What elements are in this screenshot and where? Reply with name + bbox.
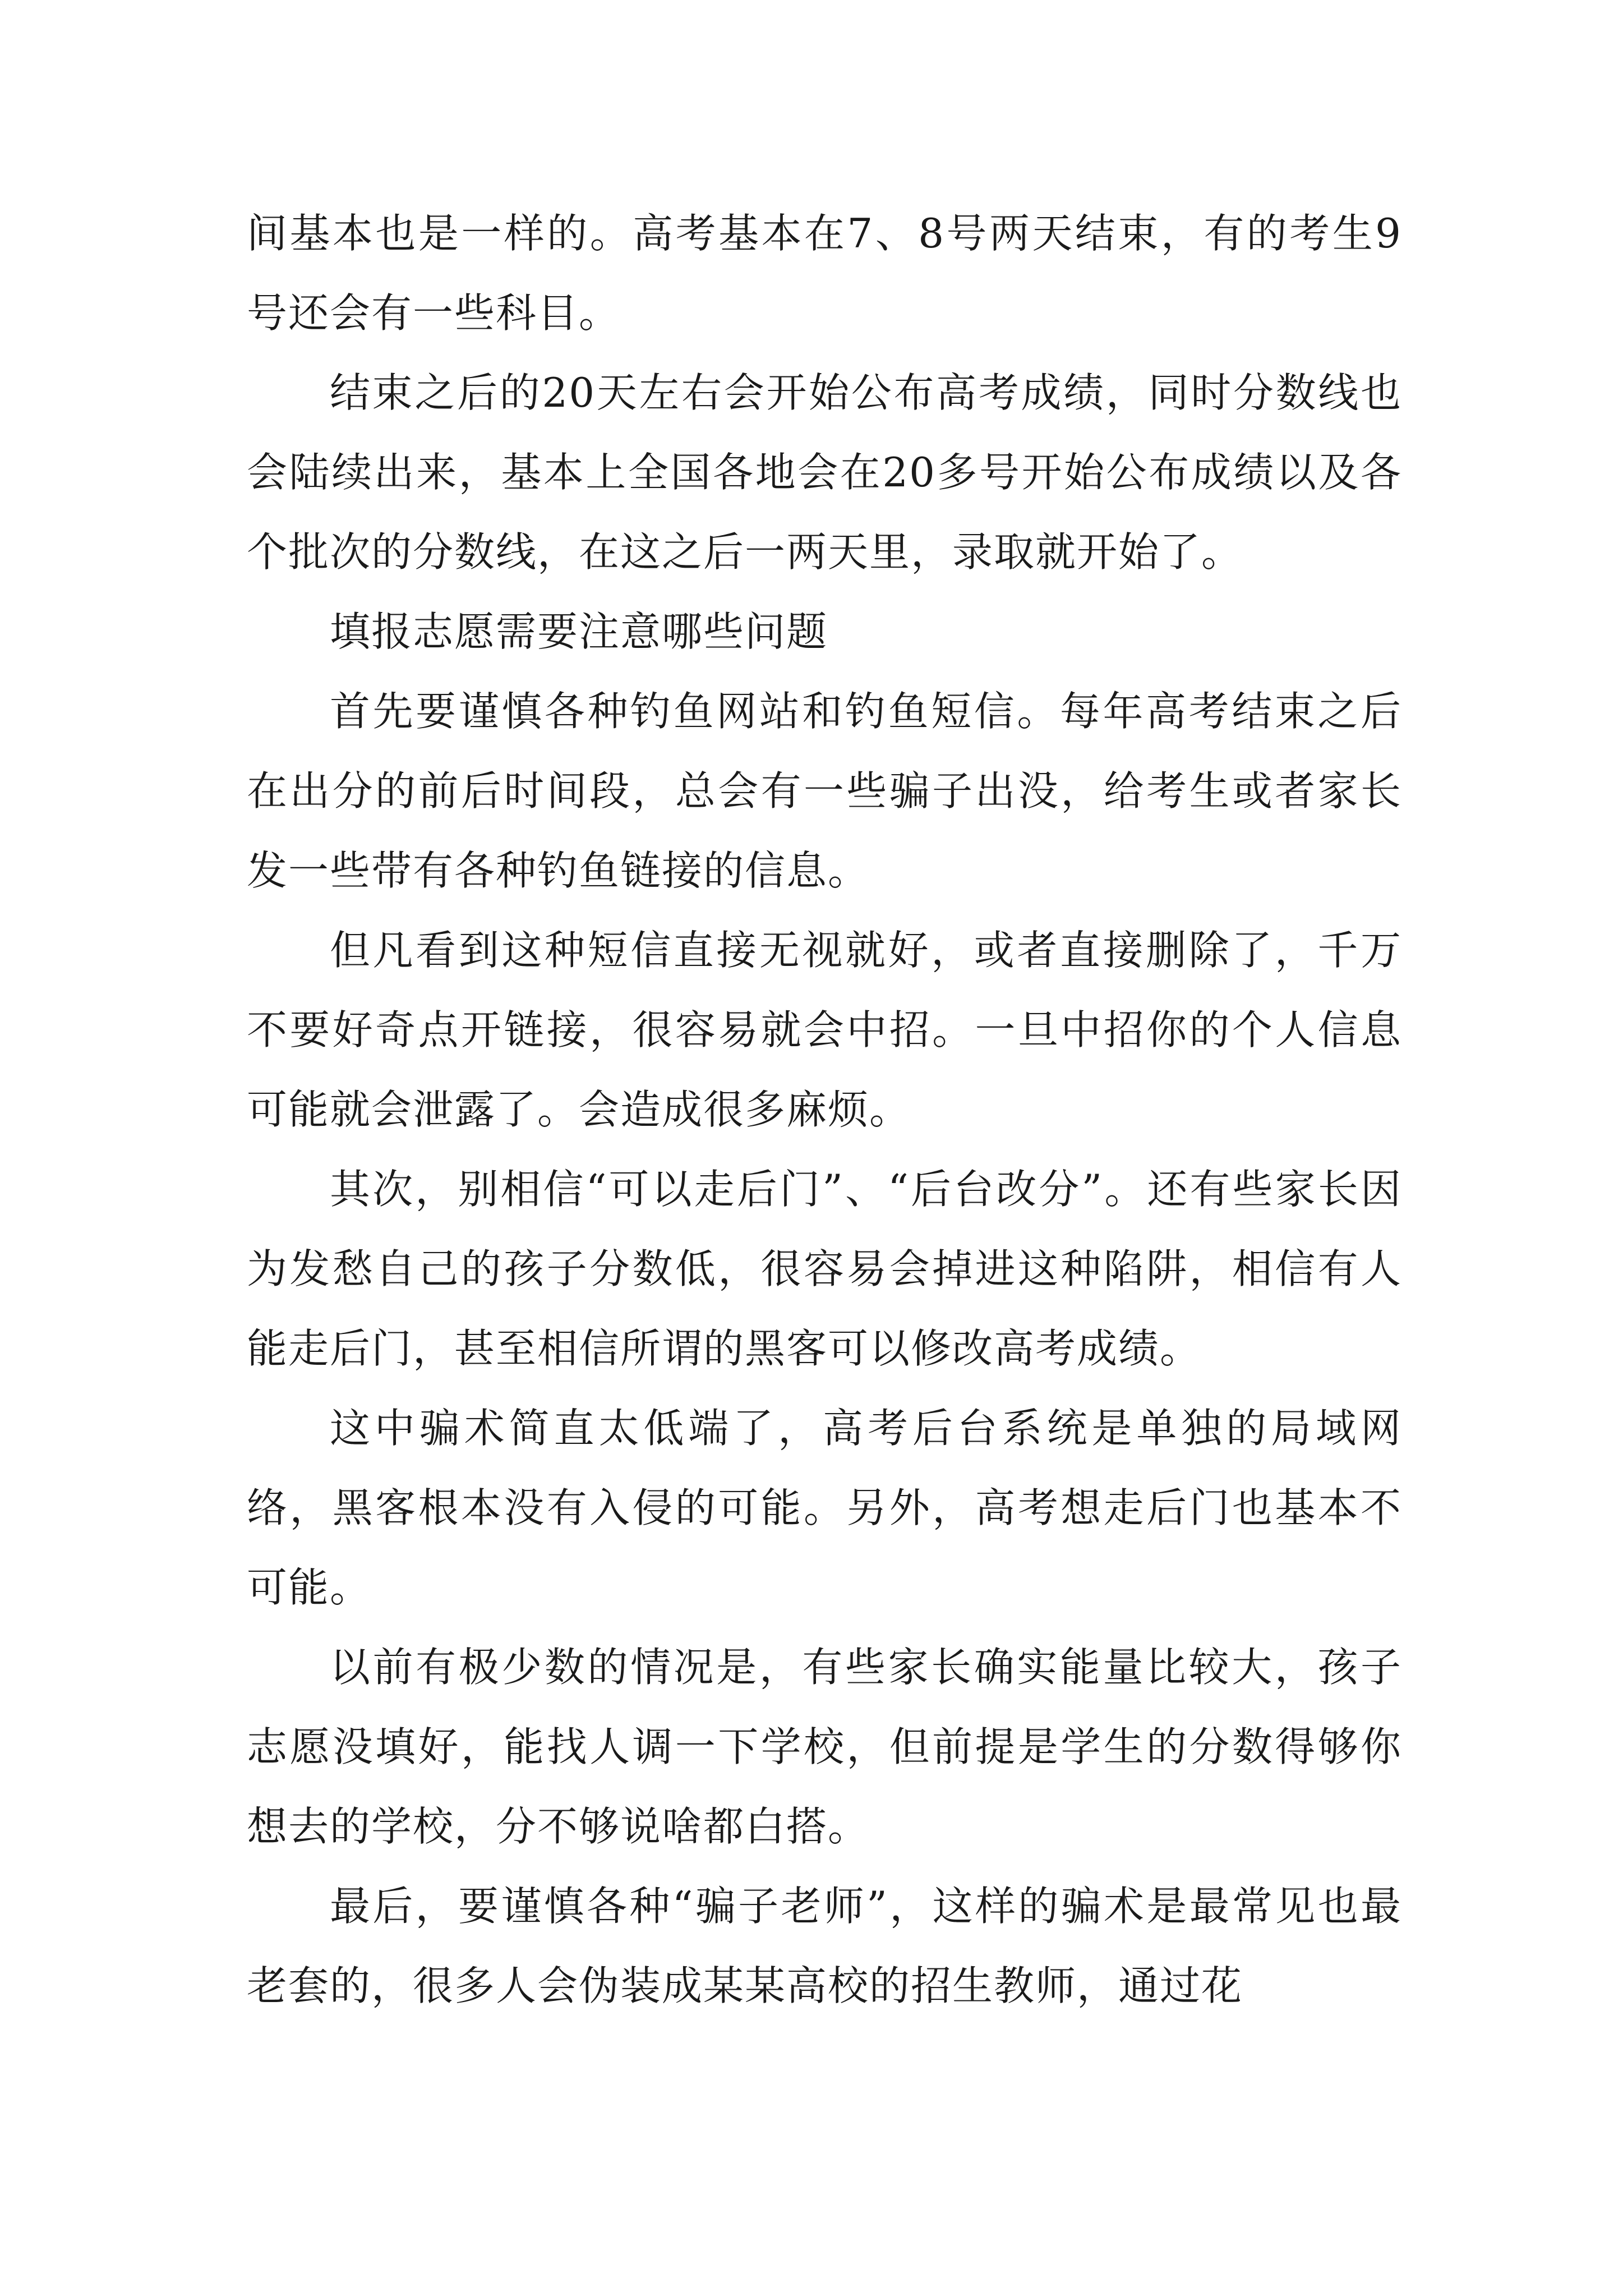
paragraph: 其次，别相信“可以走后门”、“后台改分”。还有些家长因为发愁自己的孩子分数低，很容易会掉进这种陷阱，相信有人能走后门，甚至相信所谓的黑客可以修改高考成绩。 [247,1166,1402,1372]
paragraph: 首先要谨慎各种钓鱼网站和钓鱼短信。每年高考结束之后在出分的前后时间段，总会有一些骗子出没，给考生或者家长发一些带有各种钓鱼链接的信息。 [247,688,1402,894]
paragraph: 以前有极少数的情况是，有些家长确实能量比较大，孩子志愿没填好，能找人调一下学校，但前提是学生的分数得够你想去的学校，分不够说啥都白搭。 [247,1644,1402,1850]
paragraph: 这中骗术简直太低端了，高考后台系统是单独的局域网络，黑客根本没有入侵的可能。另外，高考想走后门也基本不可能。 [247,1405,1402,1611]
paragraph: 结束之后的20天左右会开始公布高考成绩，同时分数线也会陆续出来，基本上全国各地会在20多号开始公布成绩以及各个批次的分数线，在这之后一两天里，录取就开始了。 [247,369,1402,576]
paragraph: 但凡看到这种短信直接无视就好，或者直接删除了，千万不要好奇点开链接，很容易就会中招。一旦中招你的个人信息可能就会泄露了。会造成很多麻烦。 [247,927,1402,1133]
paragraph: 间基本也是一样的。高考基本在7、8号两天结束，有的考生9号还会有一些科目。 [247,210,1402,337]
paragraph: 最后，要谨慎各种“骗子老师”，这样的骗术是最常见也最老套的，很多人会伪装成某某高校的招生教师，通过花 [247,1883,1402,2009]
section-heading: 填报志愿需要注意哪些问题 [330,608,828,655]
document-body [247,194,1402,2026]
